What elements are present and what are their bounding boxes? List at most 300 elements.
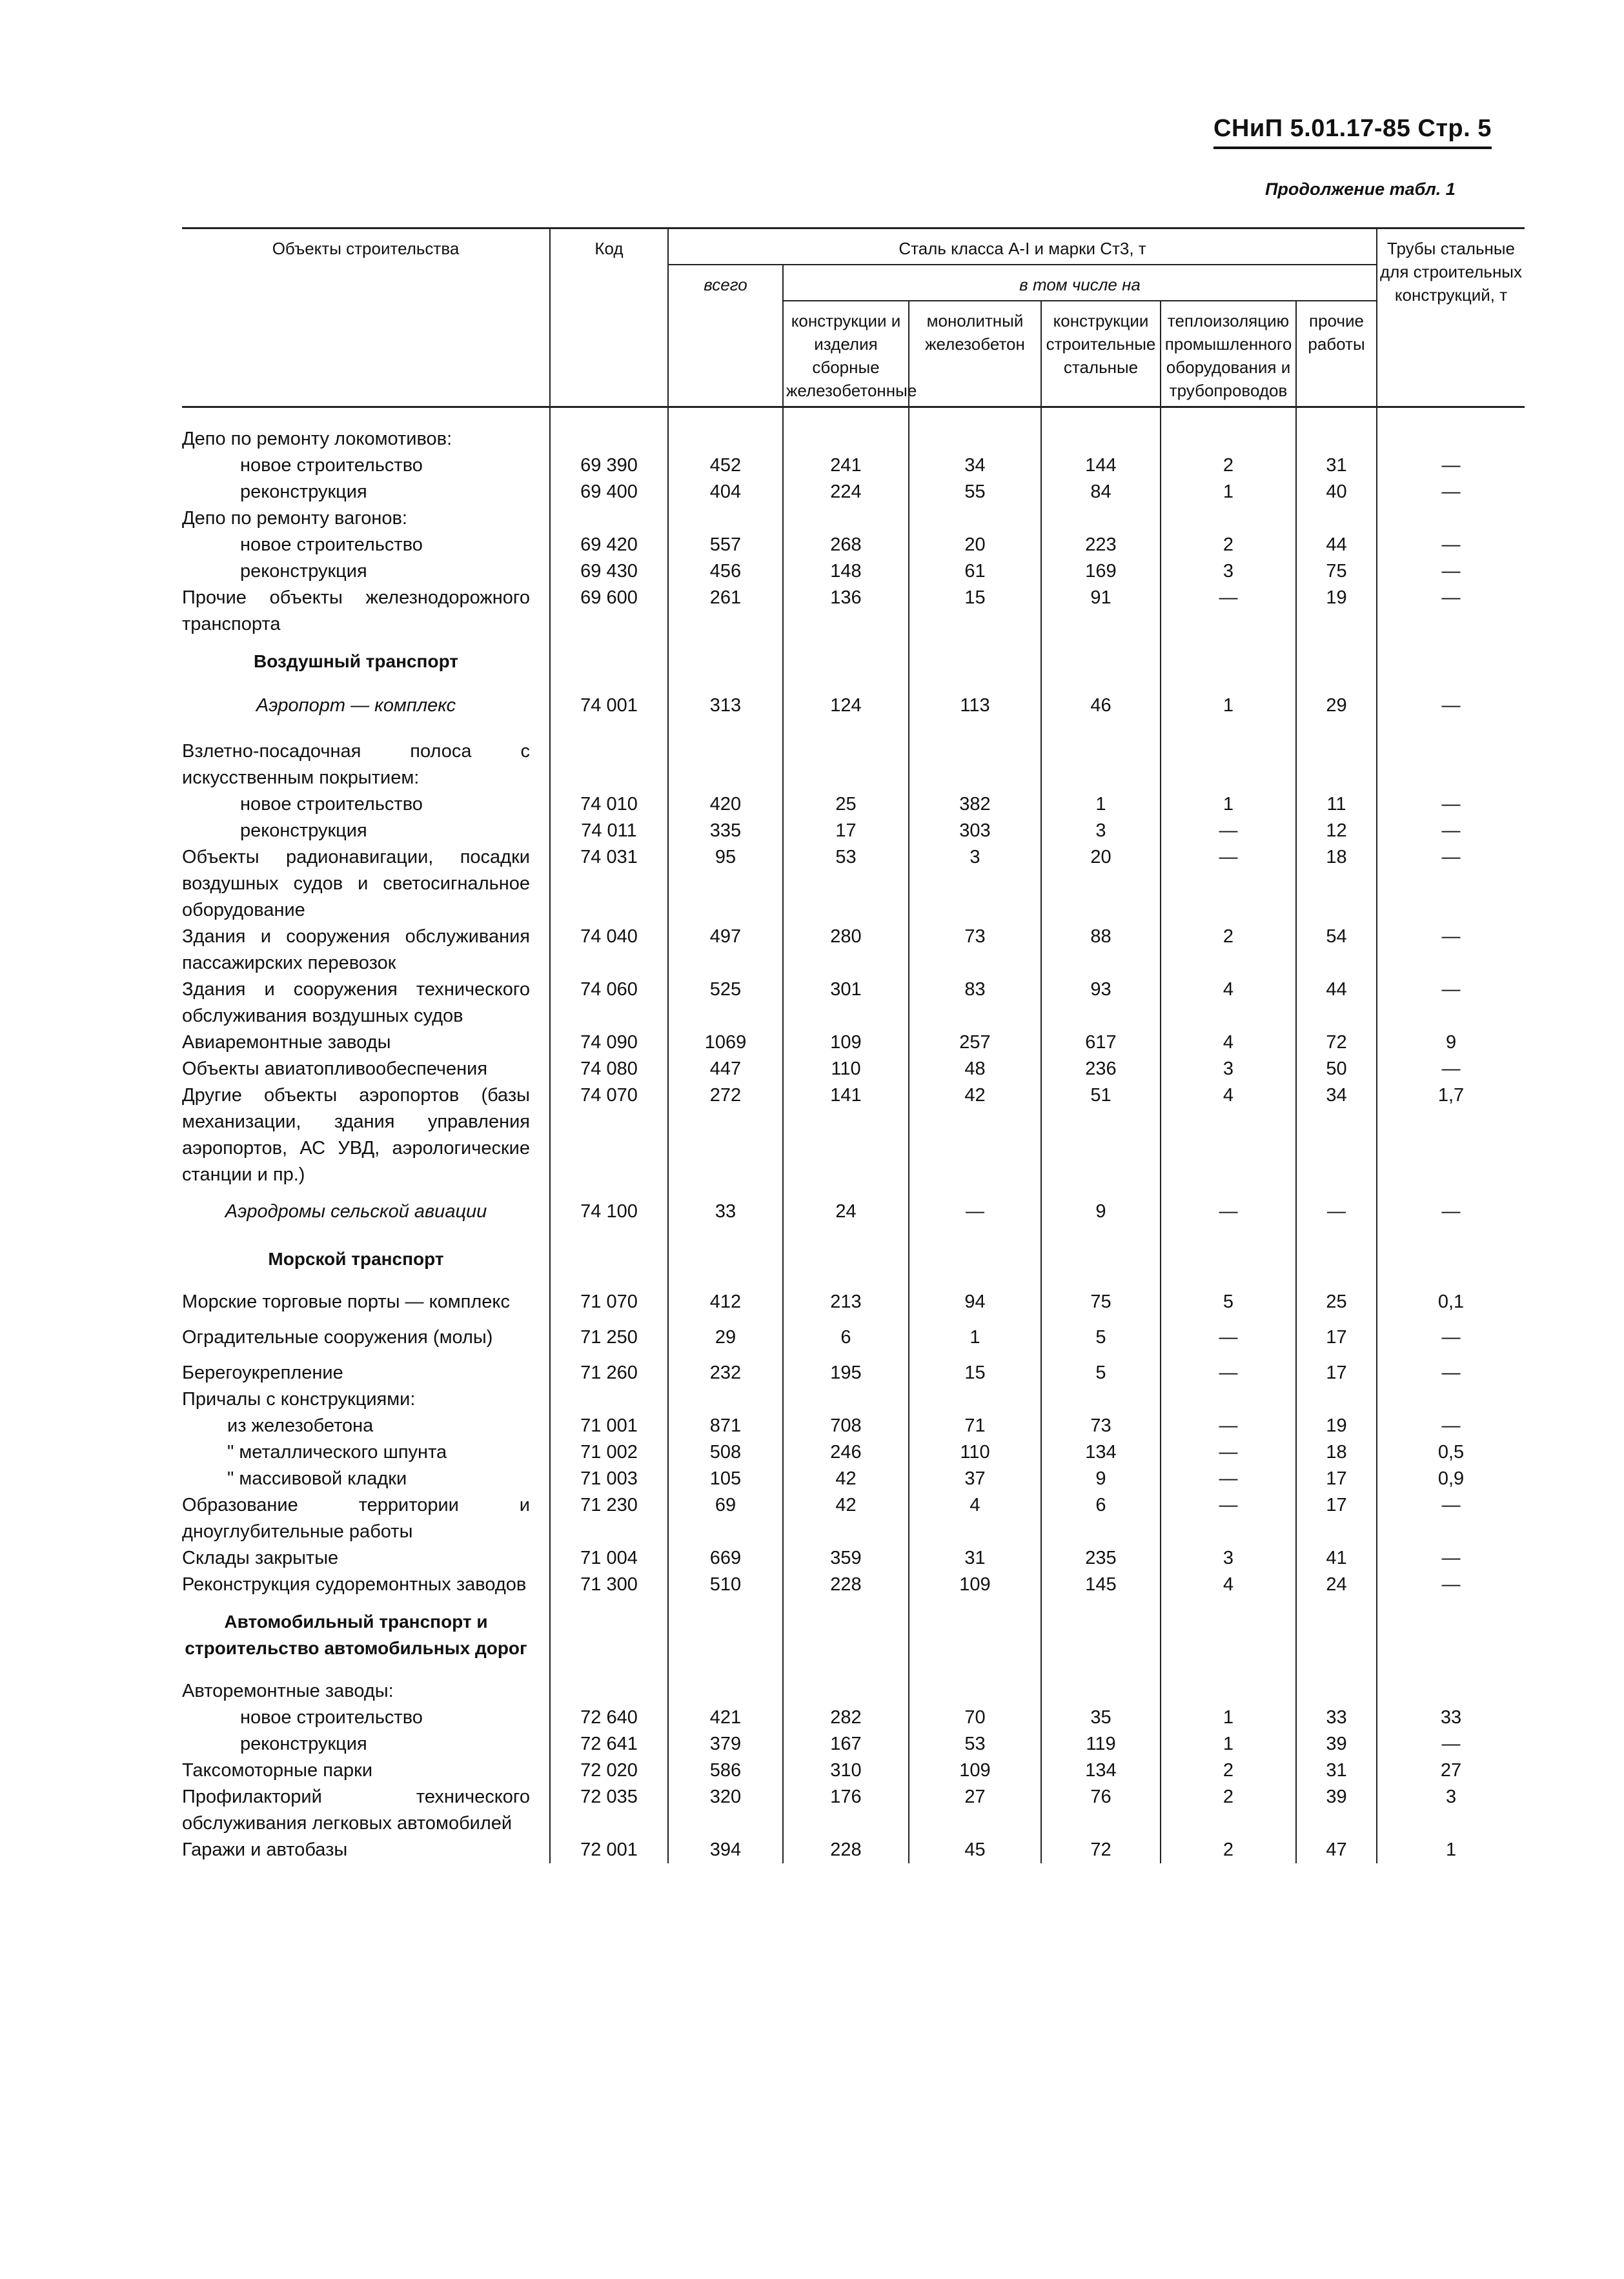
cell-pipes: 3 — [1377, 1784, 1525, 1837]
cell-total: 497 — [668, 924, 783, 977]
table-row — [182, 558, 1525, 585]
header-steel-group: Сталь класса A-I и марки Ст3, т — [668, 228, 1377, 265]
empty-cell — [1041, 1598, 1161, 1669]
cell-total: 421 — [668, 1705, 783, 1731]
empty-cell — [909, 1598, 1041, 1669]
empty-cell — [783, 1598, 909, 1669]
table-row — [182, 1757, 1525, 1784]
cell-total: 510 — [668, 1572, 783, 1598]
cell-thermal-insulation: 4 — [1161, 1029, 1296, 1056]
table-row — [182, 924, 1525, 977]
cell-total: 1069 — [668, 1029, 783, 1056]
cell-steel-structures: 76 — [1041, 1784, 1161, 1837]
cell-thermal-insulation: — — [1161, 1188, 1296, 1235]
cell-total — [668, 407, 783, 453]
cell-total: 404 — [668, 479, 783, 505]
object-name: Профилакторий технического обслуживания легковых автомобилей — [182, 1787, 530, 1834]
header-thermal-insulation: теплоизоляцию промышленного оборудования и трубопроводов — [1161, 301, 1296, 407]
cell-total: 525 — [668, 977, 783, 1029]
cell-code: 74 070 — [550, 1082, 668, 1188]
cell-thermal-insulation — [1161, 407, 1296, 453]
section-row — [182, 1235, 1525, 1280]
cell-monolithic-concrete: 109 — [909, 1572, 1041, 1598]
object-name: Авторемонтные заводы: — [182, 1681, 394, 1701]
empty-cell — [668, 1235, 783, 1280]
cell-other-works: 39 — [1296, 1731, 1377, 1757]
cell-code: 69 390 — [550, 452, 668, 479]
cell-total: 95 — [668, 844, 783, 924]
cell-pipes: — — [1377, 791, 1525, 818]
cell-total: 420 — [668, 791, 783, 818]
cell-steel-structures: 5 — [1041, 1315, 1161, 1351]
cell-precast-concrete: 213 — [783, 1280, 909, 1315]
table-row — [182, 1784, 1525, 1837]
cell-code: 71 300 — [550, 1572, 668, 1598]
cell-steel-structures: 91 — [1041, 585, 1161, 638]
object-name: Здания и сооружения технического обслуживания воздушных судов — [182, 979, 530, 1026]
cell-thermal-insulation: — — [1161, 844, 1296, 924]
cell-precast-concrete: 708 — [783, 1413, 909, 1439]
object-name: Таксомоторные парки — [182, 1760, 373, 1781]
cell-thermal-insulation: — — [1161, 1351, 1296, 1386]
cell-thermal-insulation: 2 — [1161, 1757, 1296, 1784]
subsection-row — [182, 1188, 1525, 1235]
object-name: из железобетона — [227, 1415, 374, 1436]
cell-precast-concrete: 282 — [783, 1705, 909, 1731]
cell-steel-structures: 9 — [1041, 1188, 1161, 1235]
object-name: Взлетно-посадочная полоса с искусственным покрытием: — [182, 741, 530, 788]
cell-thermal-insulation: 3 — [1161, 1056, 1296, 1082]
cell-other-works: 11 — [1296, 791, 1377, 818]
cell-steel-structures: 75 — [1041, 1280, 1161, 1315]
cell-steel-structures — [1041, 1669, 1161, 1705]
table-header — [182, 228, 1525, 407]
cell-total: 33 — [668, 1188, 783, 1235]
cell-precast-concrete: 167 — [783, 1731, 909, 1757]
cell-pipes: — — [1377, 682, 1525, 729]
cell-monolithic-concrete: 71 — [909, 1413, 1041, 1439]
cell-steel-structures: 5 — [1041, 1351, 1161, 1386]
cell-steel-structures: 235 — [1041, 1545, 1161, 1572]
cell-precast-concrete: 109 — [783, 1029, 909, 1056]
table-row — [182, 1280, 1525, 1315]
cell-code: 74 031 — [550, 844, 668, 924]
cell-thermal-insulation: — — [1161, 818, 1296, 844]
cell-monolithic-concrete: 4 — [909, 1492, 1041, 1545]
cell-pipes: — — [1377, 1351, 1525, 1386]
cell-code: 74 011 — [550, 818, 668, 844]
table-row — [182, 1351, 1525, 1386]
object-name: " массивовой кладки — [227, 1468, 407, 1489]
table-row — [182, 1572, 1525, 1598]
cell-other-works — [1296, 729, 1377, 791]
cell-precast-concrete: 176 — [783, 1784, 909, 1837]
cell-code: 72 641 — [550, 1731, 668, 1757]
cell-monolithic-concrete: 48 — [909, 1056, 1041, 1082]
cell-other-works: 75 — [1296, 558, 1377, 585]
section-row — [182, 1598, 1525, 1669]
cell-thermal-insulation: 2 — [1161, 1837, 1296, 1863]
cell-code: 74 040 — [550, 924, 668, 977]
table-row — [182, 1386, 1525, 1413]
cell-total: 586 — [668, 1757, 783, 1784]
cell-steel-structures: 88 — [1041, 924, 1161, 977]
cell-monolithic-concrete — [909, 1386, 1041, 1413]
header-precast-concrete: конструкции и изделия сборные железобетонные — [783, 301, 909, 407]
empty-cell — [909, 638, 1041, 682]
cell-code: 72 640 — [550, 1705, 668, 1731]
cell-monolithic-concrete: 20 — [909, 532, 1041, 558]
object-name: Гаражи и автобазы — [182, 1839, 348, 1860]
cell-pipes — [1377, 1386, 1525, 1413]
section-title: Автомобильный транспорт и строительство автомобильных дорог — [185, 1612, 527, 1658]
cell-precast-concrete: 24 — [783, 1188, 909, 1235]
table-row — [182, 407, 1525, 453]
cell-code — [550, 1669, 668, 1705]
cell-steel-structures: 9 — [1041, 1466, 1161, 1492]
cell-pipes: — — [1377, 1056, 1525, 1082]
cell-monolithic-concrete: — — [909, 1188, 1041, 1235]
cell-precast-concrete: 42 — [783, 1492, 909, 1545]
table-row — [182, 1545, 1525, 1572]
object-name: Депо по ремонту локомотивов: — [182, 429, 452, 449]
table-row — [182, 791, 1525, 818]
cell-code: 71 001 — [550, 1413, 668, 1439]
cell-steel-structures: 134 — [1041, 1439, 1161, 1466]
cell-other-works: 19 — [1296, 585, 1377, 638]
cell-total: 447 — [668, 1056, 783, 1082]
cell-monolithic-concrete: 94 — [909, 1280, 1041, 1315]
empty-cell — [1377, 1235, 1525, 1280]
table-row — [182, 1315, 1525, 1351]
cell-steel-structures: 93 — [1041, 977, 1161, 1029]
cell-other-works: 31 — [1296, 1757, 1377, 1784]
cell-monolithic-concrete: 382 — [909, 791, 1041, 818]
cell-other-works: 41 — [1296, 1545, 1377, 1572]
cell-steel-structures: 35 — [1041, 1705, 1161, 1731]
object-name: реконструкция — [240, 481, 367, 502]
table-row — [182, 1413, 1525, 1439]
cell-precast-concrete: 280 — [783, 924, 909, 977]
cell-code — [550, 407, 668, 453]
cell-thermal-insulation: 4 — [1161, 1572, 1296, 1598]
cell-precast-concrete: 17 — [783, 818, 909, 844]
table-row — [182, 1731, 1525, 1757]
cell-monolithic-concrete: 83 — [909, 977, 1041, 1029]
cell-total: 105 — [668, 1466, 783, 1492]
cell-code: 72 001 — [550, 1837, 668, 1863]
table-row — [182, 505, 1525, 532]
cell-other-works: — — [1296, 1188, 1377, 1235]
object-name: Объекты авиатопливообеспечения — [182, 1058, 488, 1079]
table-row — [182, 977, 1525, 1029]
cell-total: 272 — [668, 1082, 783, 1188]
cell-precast-concrete: 124 — [783, 682, 909, 729]
header-including: в том числе на — [783, 265, 1377, 301]
cell-monolithic-concrete: 42 — [909, 1082, 1041, 1188]
cell-steel-structures: 51 — [1041, 1082, 1161, 1188]
table-row — [182, 452, 1525, 479]
header-objects: Объекты строительства — [182, 228, 550, 407]
cell-monolithic-concrete: 303 — [909, 818, 1041, 844]
cell-steel-structures — [1041, 729, 1161, 791]
cell-pipes: — — [1377, 1492, 1525, 1545]
cell-thermal-insulation: — — [1161, 1466, 1296, 1492]
cell-pipes: — — [1377, 1188, 1525, 1235]
table-row — [182, 1029, 1525, 1056]
cell-other-works: 17 — [1296, 1492, 1377, 1545]
cell-monolithic-concrete: 31 — [909, 1545, 1041, 1572]
cell-other-works: 44 — [1296, 532, 1377, 558]
cell-code: 72 035 — [550, 1784, 668, 1837]
cell-precast-concrete: 224 — [783, 479, 909, 505]
cell-other-works: 34 — [1296, 1082, 1377, 1188]
object-name: Прочие объекты железнодорожного транспорта — [182, 587, 530, 634]
object-name: новое строительство — [240, 534, 423, 555]
cell-code: 69 400 — [550, 479, 668, 505]
cell-code: 72 020 — [550, 1757, 668, 1784]
cell-precast-concrete: 301 — [783, 977, 909, 1029]
cell-steel-structures — [1041, 505, 1161, 532]
cell-monolithic-concrete: 45 — [909, 1837, 1041, 1863]
cell-steel-structures: 236 — [1041, 1056, 1161, 1082]
cell-monolithic-concrete: 15 — [909, 1351, 1041, 1386]
cell-steel-structures: 119 — [1041, 1731, 1161, 1757]
empty-cell — [1041, 1235, 1161, 1280]
cell-thermal-insulation: 2 — [1161, 1784, 1296, 1837]
cell-steel-structures: 3 — [1041, 818, 1161, 844]
object-name: Причалы с конструкциями: — [182, 1389, 416, 1410]
object-name: Объекты радионавигации, посадки воздушных судов и светосигнальное оборудование — [182, 847, 530, 920]
object-name: Склады закрытые — [182, 1548, 339, 1568]
cell-thermal-insulation: 1 — [1161, 1731, 1296, 1757]
object-name: Депо по ремонту вагонов: — [182, 508, 407, 529]
cell-monolithic-concrete: 109 — [909, 1757, 1041, 1784]
cell-precast-concrete — [783, 1669, 909, 1705]
cell-steel-structures — [1041, 1386, 1161, 1413]
cell-thermal-insulation — [1161, 505, 1296, 532]
page-header: СНиП 5.01.17-85 Стр. 5 — [1213, 115, 1492, 149]
cell-pipes: — — [1377, 452, 1525, 479]
empty-cell — [550, 1235, 668, 1280]
empty-cell — [1377, 638, 1525, 682]
cell-pipes: — — [1377, 585, 1525, 638]
cell-pipes: 0,9 — [1377, 1466, 1525, 1492]
cell-thermal-insulation: 1 — [1161, 682, 1296, 729]
cell-total — [668, 1386, 783, 1413]
cell-precast-concrete: 359 — [783, 1545, 909, 1572]
cell-precast-concrete: 241 — [783, 452, 909, 479]
cell-total: 452 — [668, 452, 783, 479]
subsection-title: Аэродромы сельской авиации — [225, 1201, 487, 1222]
cell-steel-structures: 20 — [1041, 844, 1161, 924]
table-body — [182, 407, 1525, 1864]
cell-total: 313 — [668, 682, 783, 729]
cell-total: 394 — [668, 1837, 783, 1863]
empty-cell — [1161, 1598, 1296, 1669]
cell-code: 74 060 — [550, 977, 668, 1029]
object-name: реконструкция — [240, 1734, 367, 1754]
object-name: Морские торговые порты — комплекс — [182, 1291, 510, 1312]
cell-precast-concrete: 6 — [783, 1315, 909, 1351]
cell-total: 669 — [668, 1545, 783, 1572]
section-title: Воздушный транспорт — [253, 651, 459, 671]
cell-thermal-insulation: 2 — [1161, 532, 1296, 558]
table-row — [182, 585, 1525, 638]
cell-other-works: 17 — [1296, 1466, 1377, 1492]
cell-other-works — [1296, 407, 1377, 453]
empty-cell — [909, 1235, 1041, 1280]
cell-precast-concrete: 136 — [783, 585, 909, 638]
cell-other-works: 17 — [1296, 1315, 1377, 1351]
cell-total — [668, 505, 783, 532]
cell-thermal-insulation — [1161, 729, 1296, 791]
cell-steel-structures — [1041, 407, 1161, 453]
cell-steel-structures: 144 — [1041, 452, 1161, 479]
cell-pipes — [1377, 1669, 1525, 1705]
header-other-works: прочие работы — [1296, 301, 1377, 407]
cell-total: 508 — [668, 1439, 783, 1466]
cell-other-works — [1296, 505, 1377, 532]
cell-pipes: — — [1377, 844, 1525, 924]
table-row — [182, 1669, 1525, 1705]
cell-other-works: 17 — [1296, 1351, 1377, 1386]
header-steel-structures: конструкции строительные стальные — [1041, 301, 1161, 407]
section-title: Морской транспорт — [268, 1249, 444, 1269]
subsection-row — [182, 682, 1525, 729]
cell-precast-concrete: 53 — [783, 844, 909, 924]
cell-thermal-insulation: — — [1161, 1315, 1296, 1351]
cell-total: 261 — [668, 585, 783, 638]
cell-monolithic-concrete: 1 — [909, 1315, 1041, 1351]
cell-monolithic-concrete: 34 — [909, 452, 1041, 479]
table-continuation-label: Продолжение табл. 1 — [1265, 179, 1456, 199]
cell-code: 71 004 — [550, 1545, 668, 1572]
header-pipes: Трубы стальные для строительных конструкций, т — [1377, 228, 1525, 407]
cell-monolithic-concrete — [909, 505, 1041, 532]
table-row — [182, 844, 1525, 924]
empty-cell — [1377, 1598, 1525, 1669]
cell-precast-concrete — [783, 505, 909, 532]
table-row — [182, 1056, 1525, 1082]
cell-other-works: 44 — [1296, 977, 1377, 1029]
cell-thermal-insulation: 4 — [1161, 1082, 1296, 1188]
cell-steel-structures: 1 — [1041, 791, 1161, 818]
cell-pipes: — — [1377, 1413, 1525, 1439]
cell-other-works: 39 — [1296, 1784, 1377, 1837]
object-name: новое строительство — [240, 1707, 423, 1728]
cell-total: 557 — [668, 532, 783, 558]
table-row — [182, 729, 1525, 791]
cell-other-works: 40 — [1296, 479, 1377, 505]
empty-cell — [783, 1235, 909, 1280]
steel-consumption-table — [182, 227, 1525, 1863]
object-name: новое строительство — [240, 455, 423, 476]
table-row — [182, 1705, 1525, 1731]
cell-precast-concrete: 25 — [783, 791, 909, 818]
cell-steel-structures: 84 — [1041, 479, 1161, 505]
cell-thermal-insulation — [1161, 1386, 1296, 1413]
cell-code: 71 230 — [550, 1492, 668, 1545]
cell-thermal-insulation — [1161, 1669, 1296, 1705]
cell-thermal-insulation: — — [1161, 585, 1296, 638]
cell-thermal-insulation: 2 — [1161, 452, 1296, 479]
object-name: Авиаремонтные заводы — [182, 1032, 391, 1053]
cell-code: 74 010 — [550, 791, 668, 818]
cell-pipes: — — [1377, 532, 1525, 558]
empty-cell — [668, 1598, 783, 1669]
cell-steel-structures: 6 — [1041, 1492, 1161, 1545]
cell-precast-concrete: 141 — [783, 1082, 909, 1188]
cell-total: 69 — [668, 1492, 783, 1545]
cell-thermal-insulation: 1 — [1161, 791, 1296, 818]
cell-thermal-insulation: 4 — [1161, 977, 1296, 1029]
cell-thermal-insulation: 1 — [1161, 479, 1296, 505]
cell-pipes: — — [1377, 1545, 1525, 1572]
cell-steel-structures: 617 — [1041, 1029, 1161, 1056]
cell-code: 69 420 — [550, 532, 668, 558]
cell-other-works — [1296, 1386, 1377, 1413]
cell-monolithic-concrete: 113 — [909, 682, 1041, 729]
cell-pipes: — — [1377, 1572, 1525, 1598]
cell-precast-concrete: 228 — [783, 1572, 909, 1598]
object-name: Здания и сооружения обслуживания пассажирских перевозок — [182, 926, 530, 973]
table-row — [182, 1492, 1525, 1545]
empty-cell — [1161, 638, 1296, 682]
cell-total — [668, 1669, 783, 1705]
cell-thermal-insulation: 1 — [1161, 1705, 1296, 1731]
object-name: Образование территории и дноуглубительные работы — [182, 1495, 530, 1542]
cell-steel-structures: 134 — [1041, 1757, 1161, 1784]
empty-cell — [783, 638, 909, 682]
empty-cell — [1161, 1235, 1296, 1280]
cell-precast-concrete — [783, 407, 909, 453]
cell-steel-structures: 46 — [1041, 682, 1161, 729]
table-row — [182, 479, 1525, 505]
cell-monolithic-concrete: 15 — [909, 585, 1041, 638]
cell-other-works: 18 — [1296, 1439, 1377, 1466]
cell-total: 456 — [668, 558, 783, 585]
cell-other-works: 24 — [1296, 1572, 1377, 1598]
cell-other-works — [1296, 1669, 1377, 1705]
cell-pipes: — — [1377, 1731, 1525, 1757]
cell-other-works: 72 — [1296, 1029, 1377, 1056]
cell-code — [550, 505, 668, 532]
cell-other-works: 29 — [1296, 682, 1377, 729]
cell-precast-concrete: 195 — [783, 1351, 909, 1386]
cell-pipes — [1377, 407, 1525, 453]
object-name: " металлического шпунта — [227, 1442, 447, 1463]
cell-monolithic-concrete: 37 — [909, 1466, 1041, 1492]
header-code: Код — [550, 228, 668, 407]
object-name: новое строительство — [240, 794, 423, 815]
cell-steel-structures: 169 — [1041, 558, 1161, 585]
object-name: Другие объекты аэропортов (базы механизации, здания управления аэропортов, АС УВД, аэрологические станции и пр.) — [182, 1085, 530, 1185]
object-name: Берегоукрепление — [182, 1362, 343, 1383]
object-name: Оградительные сооружения (молы) — [182, 1327, 493, 1348]
cell-monolithic-concrete: 257 — [909, 1029, 1041, 1056]
section-row — [182, 638, 1525, 682]
cell-pipes: 1 — [1377, 1837, 1525, 1863]
cell-code: 71 070 — [550, 1280, 668, 1315]
subsection-title: Аэропорт — комплекс — [256, 695, 456, 716]
object-name: Реконструкция судоремонтных заводов — [182, 1574, 527, 1595]
cell-precast-concrete: 246 — [783, 1439, 909, 1466]
cell-total — [668, 729, 783, 791]
cell-code: 74 001 — [550, 682, 668, 729]
cell-other-works: 54 — [1296, 924, 1377, 977]
cell-pipes — [1377, 729, 1525, 791]
